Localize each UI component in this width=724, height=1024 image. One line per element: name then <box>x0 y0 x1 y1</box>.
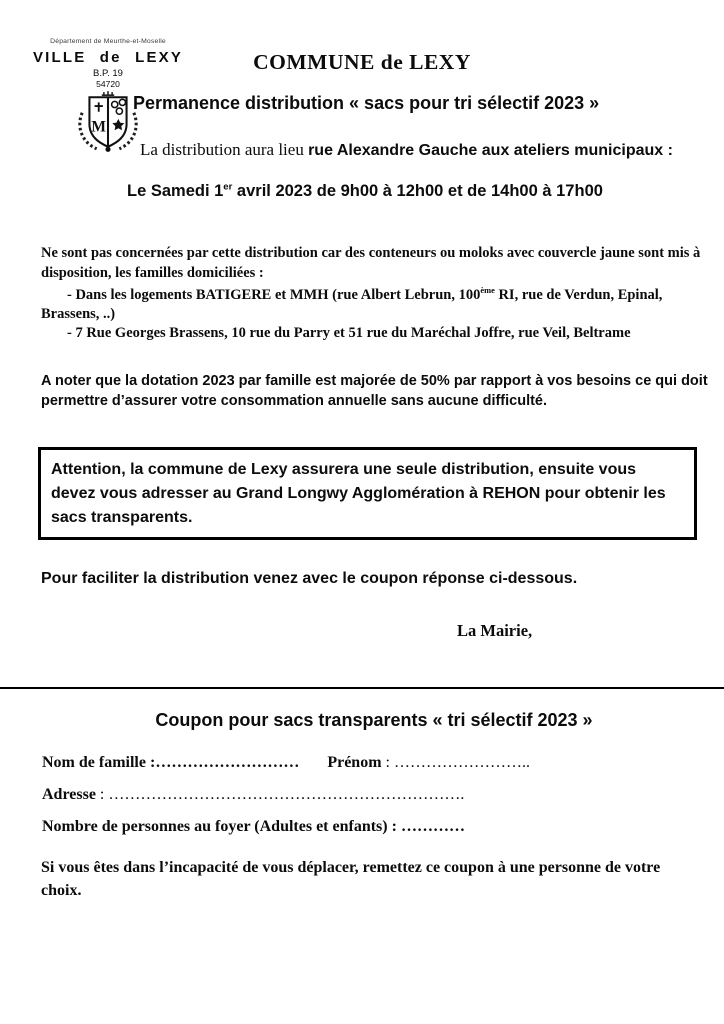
exclusions-intro: Ne sont pas concernées par cette distribution car des conteneurs ou moloks avec couvercle jaune sont mis à disposition, les familles domiciliées : <box>41 245 701 281</box>
dotation-note: A noter que la dotation 2023 par famille est majorée de 50% par rapport à vos besoins ce qui doit permettre d’assurer votre consommation annuelle sans aucune difficulté. <box>41 373 708 410</box>
date-line <box>127 182 603 201</box>
exclusion-item-batigere: - Dans les logements BATIGERE et MMH (rue Albert Lebrun, 100ème RI, rue de Verdun, Epinal, Brassens, ..) <box>41 286 663 322</box>
last-name-field: ……………………… <box>155 754 300 771</box>
attention-text: Attention, la commune de Lexy assurera une seule distribution, ensuite vous devez vous adresser au Grand Longwy Agglomération à REHON pour obtenir les sacs transparents. <box>51 461 666 526</box>
city-crest-icon <box>75 91 141 153</box>
ordinal-sup: ème <box>480 286 495 296</box>
date-suffix: avril 2023 de 9h00 à 12h00 et de 14h00 à 17h00 <box>232 182 603 200</box>
last-name-label: Nom de famille : <box>42 754 156 771</box>
first-name-field: : …………………….. <box>381 754 530 771</box>
form-row-household: Nombre de personnes au foyer (Adultes et enfants) : ………… <box>42 818 465 835</box>
cut-line-divider <box>0 687 724 689</box>
form-row-name <box>42 754 530 772</box>
location-emphasis: rue Alexandre Gauche aux ateliers municipaux : <box>308 142 673 159</box>
first-name-group <box>327 754 530 771</box>
location-prefix: La distribution aura lieu <box>140 140 309 159</box>
exclusions-list <box>41 286 721 343</box>
date-ordinal-sup: er <box>223 181 233 193</box>
letterhead-city-name: VILLE de LEXY <box>32 49 184 66</box>
letterhead-postal-code: 54720 <box>96 79 120 89</box>
letterhead-department: Département de Meurthe-et-Moselle <box>50 38 166 45</box>
location-line <box>140 140 673 160</box>
form-row-address <box>42 786 464 804</box>
exclusion-item-streets: - 7 Rue Georges Brassens, 10 rue du Parry et 51 rue du Maréchal Joffre, rue Veil, Beltrame <box>67 324 631 341</box>
attention-box <box>38 447 697 540</box>
incapacity-note: Si vous êtes dans l’incapacité de vous déplacer, remettez ce coupon à une personne de votre choix. <box>41 859 661 900</box>
svg-text:M: M <box>91 118 107 136</box>
coupon-title: Coupon pour sacs transparents « tri sélectif 2023 » <box>155 710 593 730</box>
page-title: COMMUNE de LEXY <box>253 50 471 74</box>
date-prefix: Le Samedi 1 <box>127 182 224 200</box>
subtitle: Permanence distribution « sacs pour tri sélectif 2023 » <box>133 93 600 113</box>
letterhead-po-box: B.P. 19 <box>93 68 123 79</box>
facilitation-note: Pour faciliter la distribution venez avec le coupon réponse ci-dessous. <box>41 570 578 587</box>
first-name-label: Prénom <box>327 754 382 771</box>
signature: La Mairie, <box>457 621 533 640</box>
address-field: : …………………………………………………………. <box>95 786 465 803</box>
address-label: Adresse <box>42 786 96 803</box>
